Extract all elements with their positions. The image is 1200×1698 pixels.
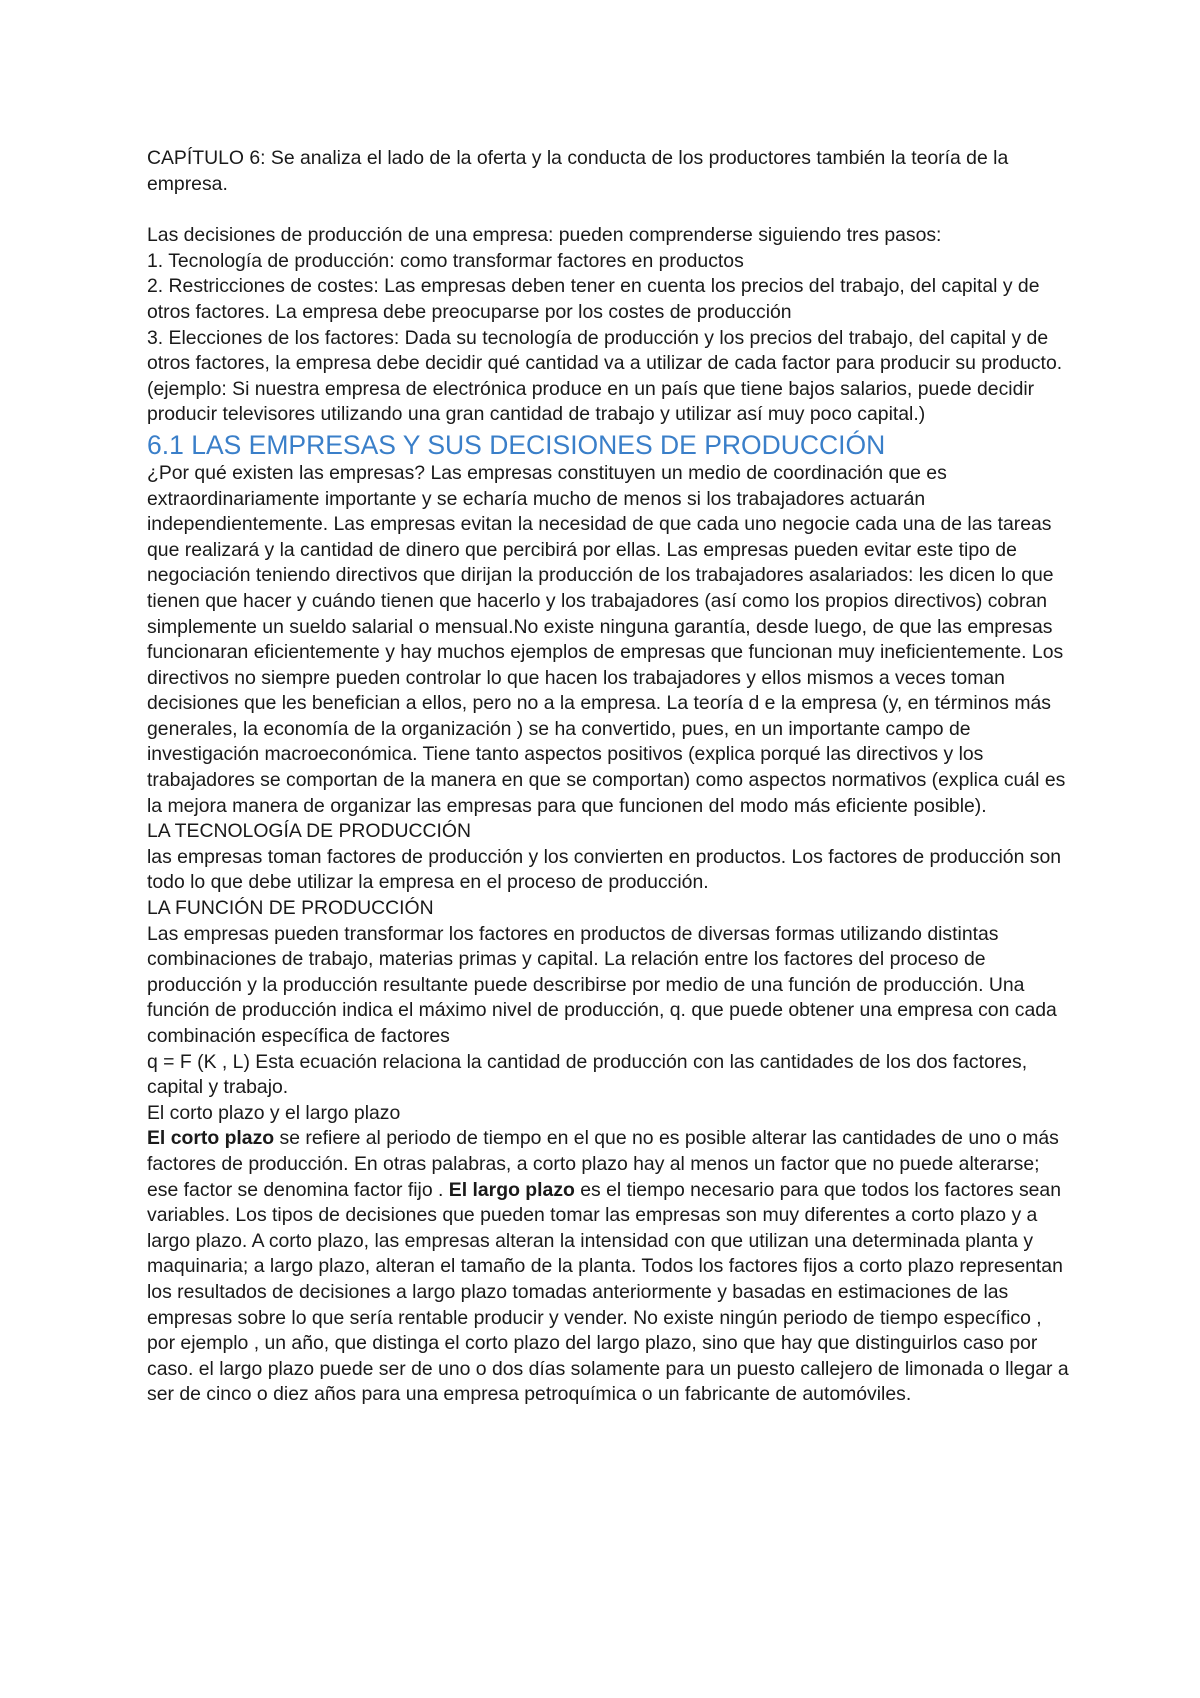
decisions-intro: Las decisiones de producción de una empresa: pueden comprenderse siguiendo tres pasos: [147, 224, 942, 247]
document-page [147, 146, 1072, 1408]
term-short-run: El corto plazo [147, 1127, 275, 1150]
subheading-short-long: El corto plazo y el largo plazo [147, 1101, 401, 1124]
equation-paragraph: q = F (K , L) Esta ecuación relaciona la cantidad de producción con las cantidades de los dos factores, capital y trabajo. [147, 1050, 1028, 1099]
technology-paragraph: las empresas toman factores de producción y los convierten en productos. Los factores de producción son todo lo que debe utilizar la empresa en el proceso de producción. [147, 845, 1062, 894]
function-paragraph: Las empresas pueden transformar los factores en productos de diversas formas utilizando distintas combinaciones de trabajo, materias primas y capital. La relación entre los factores del proceso de producción y la producción resultante puede describirse por medio de una función de producción. Una función de producción indica el máximo nivel de producción, q. que puede obtener una empresa con cada combinación específica de factores [147, 922, 1057, 1047]
short-long-paragraph [147, 1126, 1072, 1408]
list-item-factors: 3. Elecciones de los factores: Dada su tecnología de producción y los precios del trabajo, del capital y de otros factores, la empresa debe decidir qué cantidad va a utilizar de cada factor para producir su producto. (ejemplo: Si nuestra empresa de electrónica produce en un país que tiene bajos salarios, puede decidir producir televisores utilizando una gran cantidad de trabajo y utilizar así muy poco capital.) [147, 326, 1063, 426]
chapter-intro: CAPÍTULO 6: Se analiza el lado de la oferta y la conducta de los productores también la teoría de la empresa. [147, 147, 1009, 195]
subheading-function: LA FUNCIÓN DE PRODUCCIÓN [147, 897, 434, 920]
section-heading: 6.1 LAS EMPRESAS Y SUS DECISIONES DE PRODUCCIÓN [147, 429, 886, 460]
why-firms-paragraph: ¿Por qué existen las empresas? Las empresas constituyen un medio de coordinación que es extraordinariamente importante y se echaría mucho de menos si los trabajadores actuarán independientemente. Las empresas evitan la necesidad de que cada uno negocie cada una de las tareas que realizará y la cantidad de dinero que percibirá por ellas. Las empresas pueden evitar este tipo de negociación teniendo directivos que dirijan la producción de los trabajadores asalariados: les dicen lo que tienen que hacer y cuándo tienen que hacerlo y los trabajadores (así como los propios directivos) cobran simplemente un sueldo salarial o mensual.No existe ninguna garantía, desde luego, de que las empresas funcionaran eficientemente y hay muchos ejemplos de empresas que funcionan muy ineficientemente. Los directivos no siempre pueden controlar lo que hacen los trabajadores y ellos mismos a veces toman decisiones que les benefician a ellos, pero no a la empresa. La teoría d e la empresa (y, en términos más generales, la economía de la organización ) se ha convertido, pues, en un importante campo de investigación macroeconómica. Tiene tanto aspectos positivos (explica porqué las directivos y los trabajadores se comportan de la manera en que se comportan) como aspectos normativos (explica cuál es la mejora manera de organizar las empresas para que funcionen del modo más eficiente posible). [147, 461, 1066, 817]
long-run-text: es el tiempo necesario para que todos los factores sean variables. Los tipos de decisiones que pueden tomar las empresas son muy diferentes a corto plazo y a largo plazo. A corto plazo, las empresas alteran la intensidad con que utilizan una determinada planta y maquinaria; a largo plazo, alteran el tamaño de la planta. Todos los factores fijos a corto plazo representan los resultados de decisiones a largo plazo tomadas anteriormente y basadas en estimaciones de las empresas sobre lo que sería rentable producir y vender. No existe ningún periodo de tiempo específico , por ejemplo , un año, que distinga el corto plazo del largo plazo, sino que hay que distinguirlos caso por caso. el largo plazo puede ser de uno o dos días solamente para un puesto callejero de limonada o llegar a ser de cinco o diez años para una empresa petroquímica o un fabricante de automóviles. [147, 1178, 1069, 1406]
list-item-technology: 1. Tecnología de producción: como transformar factores en productos [147, 249, 744, 272]
paragraph-gap [147, 197, 1072, 223]
term-long-run: El largo plazo [448, 1178, 575, 1201]
list-item-costs: 2. Restricciones de costes: Las empresas deben tener en cuenta los precios del trabajo, del capital y de otros factores. La empresa debe preocuparse por los costes de producción [147, 275, 1040, 323]
subheading-technology: LA TECNOLOGÍA DE PRODUCCIÓN [147, 820, 471, 843]
short-run-text: se refiere al periodo de tiempo en el que no es posible alterar las cantidades de uno o más factores de producción. En otras palabras, a corto plazo hay al menos un factor que no puede alterarse; ese factor se denomina factor fijo . [147, 1127, 1059, 1201]
